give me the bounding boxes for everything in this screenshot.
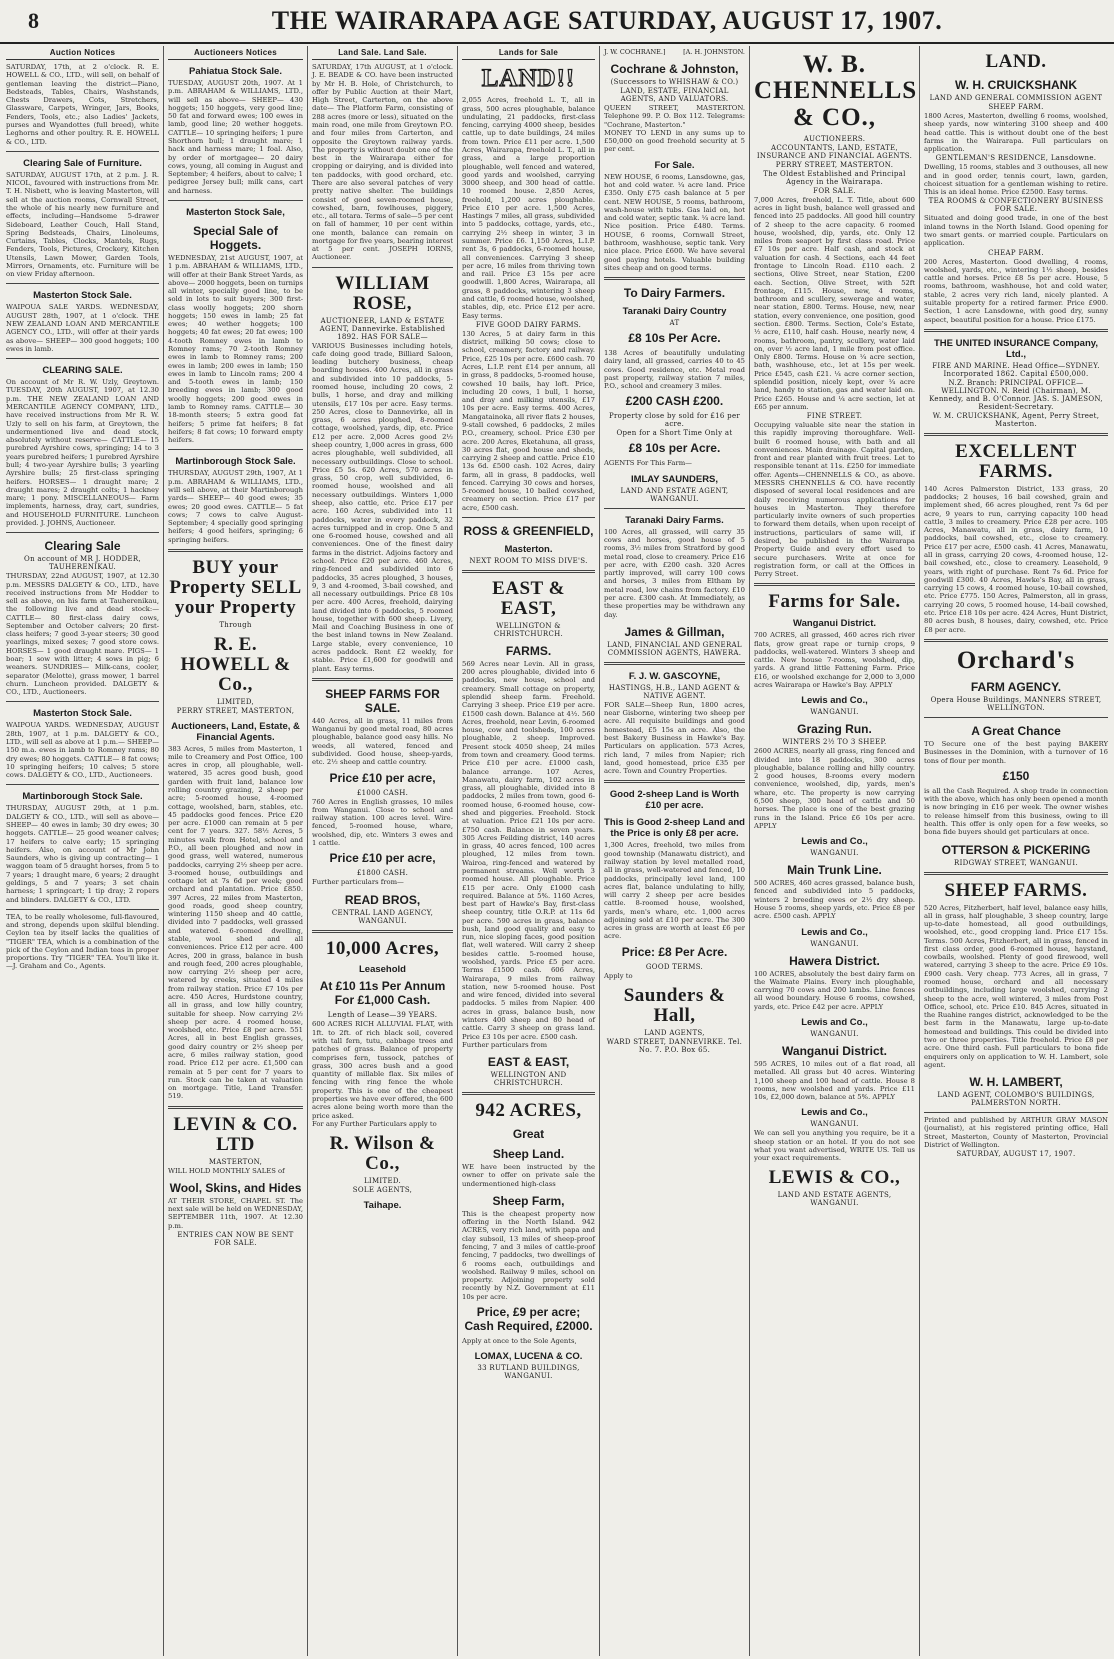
ad-subheading: N.Z. Branch: PRINCIPAL OFFICE—WELLINGTON. N. Reid (Chairman), M. Kennedy, and B. O'Connor. JAS. S. JAMESON, Resident-Secretary. xyxy=(929,378,1103,411)
ad-subheading: Sheep Land. xyxy=(492,1147,565,1162)
ad-subheading: 33 RUTLAND BUILDINGS, WANGANUI. xyxy=(477,1364,580,1381)
ad-body: 595 ACRES, 10 miles out of a flat road, all metalled. All grass but 40 acres. Wintering 1,100 sheep and 100 head of cattle. House 8 rooms, new woolshed and yards. Price £11 10s, £2,000 down, balance at 5%. APPLY xyxy=(754,1059,915,1102)
ad-subheading: LIMITED. xyxy=(363,1177,402,1185)
column-1 xyxy=(2,46,164,1656)
ad-subheading: AUCTIONEER, LAND & ESTATE AGENT, Dannevirke. Established 1892. HAS FOR SALE— xyxy=(319,316,446,341)
ad-subheading: WANGANUI. xyxy=(810,1120,859,1129)
ad-company: Lewis and Co., xyxy=(801,836,868,848)
ad-subheading: GENTLEMAN'S RESIDENCE, Lansdowne. xyxy=(935,154,1097,163)
ad-subheading: Masterton. xyxy=(504,544,553,556)
ad-subheading: AUCTIONEERS. xyxy=(803,134,866,143)
ad-subheading: Taranaki Dairy Country xyxy=(622,306,727,318)
ad-subheading: £1800 CASH. xyxy=(356,869,409,878)
newspaper-title: THE WAIRARAPA AGE SATURDAY, AUGUST 17, 1907. xyxy=(271,6,943,35)
ad-body: 1800 Acres, Masterton, dwelling 6 rooms, woolshed, sheep yards, now wintering 3100 sheep and 400 head cattle. This is without doubt one of the best farms in the Wairarapa. Full particulars on application. xyxy=(924,111,1108,154)
ad-subheading: NEXT ROOM TO MISS DIVE'S. xyxy=(469,557,588,566)
ad-body: SATURDAY, 17th AUGUST, at 1 o'clock. J. E. BEADE & CO. have been instructed by Mr H. B. Hole, of Christchurch, to offer by Public Auction at their Mart, High Street, Carterton, on the above date— The Platform Farm, consisting of 288 acres (more or less), situated on the main road, one mile from Greytown P.O. and four miles from Carterton, and opposite the Greytown railway yards. The property is without doubt one of the best in the Wairarapa either for cropping or dairying, and is divided into ten paddocks, with good orchard, etc. There are also several patches of very pretty native shelter. The buildings consist of good seven-roomed house, cowshed, barn, fowlhouses, piggery, etc., all totara. Terms of sale—5 per cent on fall of hammer, 10 per cent within one month, balance can remain on mortgage for five years, bearing interest at 5 per cent. JOSEPH IORNS, Auctioneer. xyxy=(312,63,453,262)
column-4 xyxy=(458,46,600,1656)
ad-body: Apply at once to the Sole Agents, xyxy=(462,1337,577,1345)
ad-subheading: FOR SALE. xyxy=(813,186,856,195)
ad-price: Price £10 per acre, xyxy=(329,770,436,785)
ad-body: SATURDAY, 17th, at 2 o'clock. R. E. HOWELL & CO., LTD., will sell, on behalf of gentleman leaving the district—Piano, Bedsteads, Tables, Chairs, Washstands, Chests Drawers, Cots, Stretchers, Glassware, Carpets, Wringer, Jars, Books, Fenders, Tools, etc.; also Ladies' Jackets, purses and Wyandottes (full breed), white Leghorns and other poultry. R. E. HOWELL & CO., LTD. xyxy=(6,63,159,146)
ad-footer: ENTRIES CAN NOW BE SENT FOR SALE. xyxy=(177,1230,294,1247)
ad-subheading: Special Sale of Hoggets. xyxy=(193,223,278,252)
ad-body: 7,000 Acres, freehold, L. T. Title, about 600 acres in light bush, balance well grassed and fenced into 25 paddocks. All good hill country of 2 sheep to the acre capacity. 6 roomed house, woolshed, dip, yards, etc. Only 12 miles from seaport by first class road. Price £7 10s per acre. Half cash, and stock at valuation for cash. 4 Sections, each 44 feet frontage to Lincoln Road. £110 each. 2 sections, Olive Street, near Station, £200 each. Section, Olive Street, with 52ft frontage, £115. House, new, 4 rooms, bathroom and scullery, sewerage and water, near station, £800. Terms. House, new, near station, every convenience, one position, good section. £800. Terms. Section, Cole's Estate, ½ acre, £110, half cash. House, nearly new, 4 rooms, bathroom, pantry, scullery, water laid on, over ½ acre land, 1 mile from post office. Only £800. Terms. House on ¼ acre section, bath, washhouse, etc., let at 15s per week. Price £545, cash £21. ¼ acre corner section, splendid position, nicely kept, over ¼ acre land, handy to station, gas and water laid on. Price £265. House and ¼ acre section, let at £65 per annum. xyxy=(754,195,915,411)
ad-company: R. E. HOWELL & Co., xyxy=(180,633,291,695)
ad-heading: LEVIN & CO. LTD xyxy=(173,1113,298,1155)
ad-subheading: ACCOUNTANTS, LAND, ESTATE, INSURANCE AND FINANCIAL AGENTS. xyxy=(756,143,913,160)
ad-subheading: W. M. CRUICKSHANK, Agent, Perry Street, Masterton. xyxy=(932,411,1100,428)
ad-heading: LAND!! xyxy=(481,65,576,92)
section-heading: Land Sale. Land Sale. xyxy=(312,46,453,60)
column-3 xyxy=(308,46,458,1656)
ad-body: We can sell you anything you require, be it a sheep station or an hotel. If you do not see what you want advertised, WRITE US. Tell us your exact requirements. xyxy=(754,1129,915,1163)
ad-company: W. H. CRUICKSHANK xyxy=(955,77,1077,92)
section-heading: Lands for Sale xyxy=(462,46,595,60)
ad-heading: 942 ACRES, xyxy=(475,1100,582,1122)
ad-heading: EXCELLENT FARMS. xyxy=(955,440,1077,482)
ad-price: Price: £8 Per Acre. xyxy=(621,944,728,959)
ad-company: Lewis and Co., xyxy=(801,695,868,707)
ad-company: LEWIS & CO., xyxy=(768,1167,901,1189)
ad-body: 100 ACRES, absolutely the best dairy farm on the Waimate Plains. Every inch ploughable, carrying 70 cows and 200 lambs. Line fences all wood boundary. House 6 rooms, cowshed, yards, etc. Price £42 per acre. APPLY xyxy=(754,969,915,1011)
ad-role: Auctioneers, Land, Estate, & Financial Agents. xyxy=(171,720,300,743)
ad-subheading: LAND, ESTATE, FINANCIAL AGENTS, AND VALUATORS. xyxy=(620,87,729,103)
ad-heading: ROSS & GREENFIELD, xyxy=(463,524,594,539)
ad-subheading: CHEAP FARM. xyxy=(988,248,1044,257)
ad-subheading: LAND AGENT, COLOMBO'S BUILDINGS, PALMERSTON NORTH. xyxy=(937,1091,1095,1108)
ad-subheading: MASTERTON, xyxy=(208,1157,263,1166)
ad-body: THURSDAY, AUGUST 29th, at 1 p.m. DALGETY & CO., LTD., will sell as above— SHEEP— 40 ewes in lamb; 30 dry ewes; 30 hoggets. CATTLE— 25 good weaner calves; 17 heifers to calve early; 15 springing heifers. Also, on account of Mr John Saunders, who is giving up contracting— 1 waggon team of 5 draught horses, from 5 to 7 years; 1 draught mare, 6 years; 2 draught geldings, 5 and 7 years; 3 set chain harness; 1 springcart; 1 tip dray; 2 ropers and blinders. DALGETY & CO., LTD. xyxy=(6,804,159,904)
ad-body: Further particulars from— xyxy=(312,878,404,887)
printer-imprint: Printed and published by ARTHUR GRAY MASON (journalist), at his registered printing office, Hall Street, Masterton, County of Masterton, Provincial District of Wellington. xyxy=(924,1116,1108,1149)
ad-subheading: WELLINGTON AND CHRISTCHURCH. xyxy=(490,1071,567,1088)
ad-subheading: Through xyxy=(219,620,252,629)
ad-heading: EAST & EAST, xyxy=(492,578,565,619)
column-5 xyxy=(600,46,750,1656)
ad-body: THURSDAY, 22nd AUGUST, 1907, at 12.30 p.m. MESSRS DALGETY & CO., LTD., have received instructions from Mr Hodder to sell as above, on his farm at Tauherenikau, the following live and dead stock:— CATTLE— 80 first-class dairy cows, September and October calvers; 20 first-class heifers; 7 good 3-year steers; 30 good yearlings, mixed sexes; 7 good store cows. HORSES— 1 good draught mare. PIGS— 1 boar; 1 sow with litter; 4 sows in pig; 6 weaners. SUNDRIES— Milk-cans, cooler, separator (Melotte), grass mower, 1 barrel churn. Luncheon provided. DALGETY & CO., LTD., Auctioneers. xyxy=(6,572,159,697)
ad-body: 100 Acres, all grassed, will carry 35 cows and horses, good house of 5 rooms, 3½ miles from Stratford by good metal road, close to creamery. Price £16 per acre, with £200 cash. 320 Acres partly improved, will carry 100 cows and horses, 3 miles from Eltham by metal road, low chains from factory. £10 per acre. £300 cash. At Immediately, as these properties may be withdrawn any day. xyxy=(604,527,745,619)
columns xyxy=(2,46,1112,1656)
ad-body: 2600 ACRES, nearly all grass, ring fenced and divided into 18 paddocks, 300 acres ploughable, balance rolling and hilly country. 2 good houses, 8-rooms every modern convenience, woolshed, dip, yards, men's whare, etc. The property is now carrying 6,500 sheep, 300 head of cattle and 50 horses. The place is one of the best grazing runs in the Island. Price £6 10s per acre. APPLY xyxy=(754,747,915,830)
ad-price: At £10 11s Per Annum For £1,000 Cash. xyxy=(319,979,446,1008)
ad-heading: Masterton Stock Sale. xyxy=(33,290,132,302)
ad-subheading: Great xyxy=(512,1127,545,1142)
ad-company: Orchard's xyxy=(956,646,1076,674)
ad-body: TO Secure one of the best paying BAKERY Businesses in the Dominion, with a turnover of 16 tons of flour per month. xyxy=(924,740,1108,765)
ad-body: 130 Acres, 5 at dairy farm in this district, milking 50 cows; close to school, creamery, factory and railway. Price, £25 10s per acre. £600 cash. 70 Acres, L.I.P. rent £14 per annum, all in grass, 8 paddocks, 5-roomed house, cowshed 10 bails, hay loft. Price, including 20 cows, 1 bull, 1 horse, and dray and milking utensils, £17 10s per acre. Easy terms. 400 Acres, Mangatainoka, all river flats 2 houses, 9-stall cowshed, 6 paddocks, 2 miles P.O., creamery, school. Price £30 per acre. 200 Acres, Eketahuna, all grass, 30 acres flat, good house and sheds, carrying 2 sheep and cattle. Price £10 13s 6d. £500 cash. 102 Acres, dairy farm, all in grass, 8 paddocks, well fenced. Carrying 30 cows and horses, 5-roomed house, 10 bailed cowshed, creamery on section. Price £17 per acre, £500 cash. xyxy=(462,329,595,512)
ad-subheading: LAND AGENTS, xyxy=(644,1028,705,1037)
ad-subheading: FIVE GOOD DAIRY FARMS. xyxy=(475,320,582,329)
ad-subheading: WANGANUI. xyxy=(810,849,859,858)
ad-heading: 10,000 Acres, xyxy=(325,937,440,959)
ad-subheading: (Successors to WHISHAW & CO.) xyxy=(610,78,739,86)
ad-heading: Wanganui District. xyxy=(782,1043,887,1058)
ad-heading: Masterton Stock Sale, xyxy=(186,206,285,218)
ad-body: This is the cheapest property now offering in the North Island. 942 ACRES, very rich land, with papa and clay subsoil, 13 miles of sheep-proof fencing, 7 and 3 miles of cattle-proof fencing, 7 paddocks, two dwellings of 6 rooms each, outbuildings and woolshed. Railway 9 miles, school on property. Adjoining property sold recently by N.Z. Government at £11 10s per acre. xyxy=(462,1209,595,1301)
ad-subheading: LAND AND GENERAL COMMISSION AGENT xyxy=(929,93,1103,102)
ad-body: TEA, to be really wholesome, full-flavoured, and strong, depends upon skilful blending. Ceylon tea by itself lacks the qualities of "TIGER" TEA, which is a combination of the pick of the Ceylon and Indian teas in proper proportions. Try "TIGER" TEA. You'll like it.—J. Graham and Co., Agents. xyxy=(6,912,159,971)
ad-body: 200 Acres, Masterton. Good dwelling, 4 rooms, woolshed, yards, etc., wintering 1½ sheep, besides cattle and horses. Price £8 5s per acre. House, 5 rooms, bathroom, washhouse, hot and cold water, stable, 2 acres very rich land, nicely planted. A suitable property for a retired farmer. Price £900. Section, 1 acre Lansdowne, with good dry, sunny aspect, beautiful position for a house. Price £175. xyxy=(924,257,1108,324)
ad-subheading: LAND AND ESTATE AGENTS, WANGANUI. xyxy=(777,1191,892,1208)
ad-company: Lewis and Co., xyxy=(801,1016,868,1028)
ad-heading: Pahiatua Stock Sale. xyxy=(189,66,282,77)
ad-company: W. B. CHENNELLS & CO., xyxy=(754,51,918,131)
ad-body: 700 ACRES, all grassed, 460 acres rich river flats, grow great rape or turnip crops, 9 paddocks, well-watered. Winters 3 sheep and cattle. New house 7-rooms, woolshed, dip, yards. A grand little Fattening Farm. Price £16, or woolshed exchange for 2,000 to 3,000 acres Wairarapa or Hawke's Bay. APPLY xyxy=(754,631,915,690)
ad-company: F. J. W. GASCOYNE, xyxy=(628,670,721,682)
ad-heading: THE UNITED INSURANCE Company, Ltd., xyxy=(934,337,1098,360)
ad-subheading: AT xyxy=(669,319,680,328)
ad-body: MONEY TO LEND in any sums up to £50,000 on good freehold security at 5 per cent. xyxy=(604,128,745,154)
ad-body: THURSDAY, AUGUST 29th, 1907, At 1 p.m. ABRAHAM & WILLIAMS, LTD., will sell above, at their Martinborough yards— SHEEP— 40 good ewes; 35 ewes; 20 good ewes. CATTLE— 5 fat cows; 7 cows to calve August-September; 4 specially good springing heifers; 4 good heifers, springing; 6 springing heifers. xyxy=(168,469,303,544)
ad-heading: BUY your Property SELL your Property xyxy=(169,556,302,618)
ad-heading: Grazing Run. xyxy=(797,722,872,737)
ad-company: James & Gillman, xyxy=(624,624,725,639)
ad-subheading: Wanganui District. xyxy=(792,618,877,630)
ad-company: IMLAY SAUNDERS, xyxy=(630,473,719,485)
ad-heading: Wool, Skins, and Hides xyxy=(169,1180,302,1195)
ad-body: On account of Mr R. W. Uzly, Greytown. TUESDAY, 20th AUGUST, 1907, at 12.30 p.m. THE NEW ZEALAND LOAN AND MERCANTILE AGENCY COMPANY, LTD., have received instructions from Mr R. W. Uzly to sell on his farm, at Greytown, the undermentioned live and dead stock, absolutely without reserve— CATTLE— 15 purebred Ayrshire cows, springing; 14 to 3 years purebred heifers; 1 purebred Ayrshire bull; 4 two-year Ayrshire bulls; 3 yearling Ayrshire bulls; 25 first-class springing heifers. HORSES— 1 draught mare; 2 draught mares; 2 draught colts; 1 hackney mare; 1 pony. MISCELLANEOUS— Farm implements, harness, dray, cart, sundries, and HOUSEHOLD FURNITURE. Luncheon provided. J. JOHNS, Auctioneer. xyxy=(6,378,159,527)
ad-body: Occupying valuable site near the station in this rapidly improving thoroughfare. Well-built 6 roomed house, with bath and all conveniences. Main drainage. Capital garden, front and rear planted with fruit trees. Let to responsible tenant at 11s. £250 for immediate offer. Agents—CHENNELLS & CO., as above. MESSRS CHENNELLS & CO. have recently disposed of several local residences and are daily receiving numerous applications for houses in Masterton. They therefore particularly invite owners of such properties to forward them details, when upon receipt of instructions, particulars of same will, if desired, be published in the Wairarapa Property Guide and every effort used to secure purchasers. Write at once for registration form, or call at the Offices in Perry Street. xyxy=(754,421,915,579)
ad-heading: Martinborough Stock Sale. xyxy=(175,456,296,468)
ad-body: TUESDAY, AUGUST 20th, 1907. At 1 p.m. ABRAHAM & WILLIAMS, LTD., will sell as above— SHEEP— 430 hoggets; 150 hoggets, very good line; 50 fat and forward ewes; 100 ewes in lamb, good line; 20 wether hoggets. CATTLE— 10 springing heifers; 1 pure Shorthorn bull; 1 draught mare; 1 hack and harness mare; 1 foal. Also, by order of mortgagee— 20 dairy cows, young, all coming in August and September; 4 heifers, about to calve; 1 pedigree Jersey bull; milk cans, cart and harness. xyxy=(168,79,303,195)
ad-body: VARIOUS Businesses including hotels, cafe doing good trade, Billiard Saloon, leading butchery business, cheap boarding houses. 400 Acres, all in grass and subdivided into 10 paddocks, 5-roomed house, including 20 cows, 2 bulls, 1 horse, and dray and milking utensils, £17 10s per acre. Easy terms. 250 Acres, close to Dannevirke, all in grass, 6 acres ploughed, 8-roomed cottage, woolshed, yards, dip, etc. Price £12 per acre. 2,000 Acres good 2½ sheep country, 1,000 acres in grass, 600 acres ploughable, well subdivided, all necessary outbuildings. Close to school. Price £5 5s. 620 Acres, 570 acres in grass, 50 crop, well subdivided, 6-roomed house, woolshed and all necessary outbuildings. Winters 1,000 sheep, also cattle, etc. Price £17 per acre. 160 Acres, subdivided into 11 paddocks, water in every paddock, 32 acres turnipped and in crop. One 5 and one 6-roomed house, cowshed and all conveniences. One of the finest dairy farms in the district. Adjoins factory and school. Price £20 per acre. 460 Acres, ring-fenced and subdivided into 6 paddocks, 35 acres ploughed, 3 houses, 9, 3 and 4-roomed, 3-bail cowshed, and all necessary outbuildings. Price £8 10s per acre. 400 Acres, freehold, dairying land divided into 6 paddocks, 5 roomed house, together with 600 sheep. Livery, Mail and Coaching Business in one of the best inland towns in New Zealand. Large stable, every convenience, 10 acres paddock. Rent £2 weekly, for stable. Price £1,600 for goodwill and plant. Easy terms. xyxy=(312,341,453,673)
ad-company: OTTERSON & PICKERING xyxy=(941,842,1091,857)
ad-company: W. H. LAMBERT, xyxy=(969,1075,1063,1090)
ad-subheading: The Oldest Established and Principal Agency in the Wairarapa. xyxy=(763,169,906,186)
ad-body: SATURDAY, AUGUST 17th, at 2 p.m. J. R. NICOL, favoured with instructions from Mr. T. H. Nisbett, who is leaving Masterton, will sell at the auction rooms, Cornwall Street, the whole of his nearly new furniture and effects, including—Handsome 5-drawer Sideboard, Leather Couch, Hall Stand, Spring Bedsteads, Chairs, Linoleums, Curtains, Tables, Clocks, Mantels, Rugs, Fenders, Tools, Pictures, Crockery, Kitchen Utensils, Lawn Mower, Garden Tools, Mirrors, Ornaments, etc. Furniture will be on view Friday afternoon. xyxy=(6,170,159,279)
ad-heading: Cochrane & Johnston, xyxy=(610,62,739,76)
ad-company: R. Wilson & Co., xyxy=(329,1133,436,1175)
ad-body: Apply to xyxy=(604,971,633,980)
ad-subheading: WINTERS 2½ TO 3 SHEEP. xyxy=(782,738,887,747)
ad-subheading: On account of MR J. HODDER, TAUHERENIKAU. xyxy=(24,555,141,572)
ad-subheading: Length of Lease—39 YEARS. xyxy=(327,1011,438,1020)
ad-body: 440 Acres, all in grass, 11 miles from Wanganui by good metal road, 80 acres ploughable, balance good easy hills. No weeds, all watered, fenced and subdivided. Good house, sheep-yards, etc. 2½ sheep and cattle country. xyxy=(312,716,453,767)
ad-body: 520 Acres, Fitzherbert, half level, balance easy hills, all in grass, half ploughable, 3 sheep country, large up-to-date homestead, all good outbuildings, woolshed, etc., good cropping land. Price £17 15s. Terms. 500 Acres, Fitzherbert, all in grass, fenced in first class order, good 6-roomed house, haystand, cowbails, woolshed. Plenty of good firewood, well watered, carrying 3 sheep to the acre. Price £9 10s. £900 cash. Very cheap. 773 Acres, all in grass, 7 roomed house, orchard and all necessary outbuildings, including large woolshed, carrying 2 sheep to the acre, well wintered, 3 miles from Post Office, school, etc. Price £10. 845 Acres, situated in the Ruahine ranges district, acknowledged to be the best farm in the Manawatu, large up-to-date homestead and buildings. This could be divided into two or three properties. Title freehold. Price £8 per acre. One third cash. Full particulars to bona fide enquirers only on application to W. H. Lambert, sole agent. xyxy=(924,903,1108,1069)
ad-subheading: LAND AND ESTATE AGENT, WANGANUI. xyxy=(620,486,729,503)
ad-company: Lewis and Co., xyxy=(801,1107,868,1119)
ad-subheading: HASTINGS, H.B., LAND AGENT & NATIVE AGENT. xyxy=(608,683,741,700)
ad-body: 600 ACRES RICH ALLUVIAL FLAT, with 1ft. to 2ft. of rich black soil, covered with tall fern, tutu, cabbage trees and patches of grass. Balance of property comprises fern, tussock, patches of grass, 300 acres bush and a good quantity of millable flax. Six miles of fencing with ring fence the whole property. This is one of the cheapest properties we have ever offered, the 600 acres alone being worth more than the price asked. xyxy=(312,1020,453,1120)
ad-body: AGENTS For This Farm— xyxy=(604,459,692,468)
ad-heading: To Dairy Farmers. xyxy=(623,286,726,301)
ad-subheading: GOOD TERMS. xyxy=(645,962,704,971)
ad-body: Dwelling, 15 rooms, stables and 3 outhouses, all new and in good order, tennis court, lawn, garden, choicest situation for a gentleman wishing to retire. This is an ideal home. Price £2500. Easy terms. xyxy=(924,163,1108,197)
page-number: 8 xyxy=(28,8,39,33)
ad-body: WEDNESDAY, 21st AUGUST, 1907, at 1 p.m. ABRAHAM & WILLIAMS, LTD., will offer at their Bank Street Yards, as above— 2000 hoggets, been on turnips all winter, specially good line, to be sold in lots to suit buyers; 300 first-class woolly hoggets; 200 shorn hoggets; 150 ewes in lamb; 25 fat ewes; 40 wether hoggets; 100 hoggets; 40 fat ewes; 20 fat ewes; 100 4-tooth Romney ewes in lamb to Romney rams; 70 2-tooth Romney ewes in lamb to Romney rams; 200 ewes in lamb; 200 ewes in lamb; 150 ewes in lamb to Lincoln rams; 200 4 and 5-tooth ewes in lamb; 150 breeding ewes in lamb; 300 good woolly hoggets; 200 good ewes in lamb to Romney rams. CATTLE— 30 18-month steers; 5 extra good fat heifers; 5 prime fat heifers; 8 fat heifers; 8 fat cows; 10 forward empty heifers. xyxy=(168,253,303,445)
ad-subheading: Open for a Short Time Only at xyxy=(616,429,733,438)
ad-address: PERRY STREET, MASTERTON. xyxy=(775,160,894,169)
ad-heading: Farms for Sale. xyxy=(768,591,901,613)
ad-heading: CLEARING SALE. xyxy=(42,365,123,377)
ad-body: WE have been instructed by the owner to offer on private sale the undermentioned high-class xyxy=(462,1163,595,1188)
ad-town: Taihape. xyxy=(363,1200,402,1211)
ad-heading: EAST & EAST, xyxy=(487,1055,570,1070)
ad-body: WAIPOUA SALE YARDS. WEDNESDAY, AUGUST 28th, 1907, at 1 o'clock. THE NEW ZEALAND LOAN AND MERCANTILE AGENCY CO., LTD., will offer at their yards as above— SHEEP— 300 good hoggets; 100 ewes in lamb. xyxy=(6,303,159,353)
ad-subheading: WANGANUI. xyxy=(810,708,859,717)
ad-subheading: SOLE AGENTS, xyxy=(352,1186,413,1194)
ad-heading: Hawera District. xyxy=(789,953,880,968)
ad-body: WILL HOLD MONTHLY SALES of xyxy=(168,1166,285,1175)
ad-heading: SHEEP FARMS FOR SALE. xyxy=(325,686,440,715)
ad-body: 140 Acres Palmerston District, 133 grass, 20 paddocks; 2 houses, 16 bail cowshed, grain and implement shed, 66 acres ploughed, rent 7s 6d per acre, 9 years to run, carrying capacity 100 head cattle, 3 miles to creamery. Price £28 per acre. 105 Acres, Manawatu, all in grass, dairy farm, 10 paddocks, bail cowshed, etc., close to creamery. Price £17 per acre, £500 cash. 41 Acres, Manawatu, all in grass, carrying 20 cows, 4-roomed house, 12-bail cowshed, etc., close to creamery. Leasehold, 9 years, with right of purchase. Rent 7s 6d. Price for goodwill £300. 40 Acres, Hawke's Bay, all in grass, carrying 15 cows, 4 roomed house, 10-bail cowshed, etc. Price £775. 150 Acres, Palmerston, all in grass, carrying 20 cows, 5 roomed house, 14-bail cowshed, etc. Price £18 10s per acre. 424 Acres, Hunt District, 80 acres bush, 8 houses, dairy, cowshed, etc. Price £8 per acre. xyxy=(924,484,1109,634)
ad-subheading: SHEEP FARM. xyxy=(988,102,1044,111)
ad-subheading: CENTRAL LAND AGENCY, WANGANUI. xyxy=(331,908,434,925)
ad-body: Further particulars from xyxy=(462,1040,548,1049)
ad-address: WARD STREET, DANNEVIRKE. Tel. No. 7. P.O. Box 65. xyxy=(606,1037,743,1054)
ad-body: is all the Cash Required. A shop trade in connection with the above, which has only been opened a month is now bringing in £16 per week. The owner wishes to release himself from this business, owing to ill health. This offer is only open for a few weeks, so bona fide buyers should get particulars at once. xyxy=(924,786,1108,837)
ad-heading: FARMS. xyxy=(505,643,552,658)
column-7 xyxy=(920,46,1112,1656)
ad-subheading: This is Good 2-sheep Land and the Price is only £8 per acre. xyxy=(604,817,745,840)
ad-subheading: Opera House Buildings, MANNERS STREET, WELLINGTON. xyxy=(930,696,1102,713)
column-2 xyxy=(164,46,308,1656)
ad-body: 760 Acres in English grasses, 10 miles from Wanganui. Close to school and railway station. 100 acres level. Wire-fenced, 5-roomed house, whare, woolshed, dip, etc. Winters 3 ewes and 1 cattle. xyxy=(312,797,453,847)
ad-heading: Martinborough Stock Sale. xyxy=(22,791,143,803)
ad-body: 2,055 Acres, freehold L. T., all in grass, 500 acres ploughable, balance undulating, 21 paddocks, first-class fencing, carrying 4000 sheep, besides cattle, up to date buildings, 24 miles from town. Price £11 per acre. 1,500 Acres, Wairarapa, freehold L. T., all in grass, and a large proportion ploughable, well fenced and watered, good yards and woolshed, carrying 3000 sheep, and 300 head of cattle. 10 roomed house. 2,850 Acres, freehold, 1,200 acres ploughable. Price £10 per acre. 1,500 Acres, Hastings 7 miles, all grass, subdivided into 5 paddocks, cottage, yards, etc., carrying 2½ sheep in winter, 3 in summer. Price £6. 1,150 Acres, L.I.P. rent 3s, 6 paddocks, 6-roomed house, all conveniences. Carrying 3 sheep per acre, 16 miles from thriving town and rail. Price £3 15s per acre goodwill. 1,800 Acres, Wairarapa, all grass, 8 paddocks, wintering 3 sheep and cattle, 6 roomed house, woolshed, stables, dip, etc. Price £12 per acre. Easy terms. xyxy=(462,96,595,320)
ad-body: WAIPOUA YARDS. WEDNESDAY, AUGUST 28th, 1907, at 1 p.m. DALGETY & CO., LTD., will sell as above at 1 p.m.— SHEEP— 150 m.a. ewes in lamb to Romney rams; 80 dry ewes; 80 hoggets. CATTLE— 8 fat cows; 10 springing heifers; 10 calves; 5 store cows. DALGETY & CO., LTD., Auctioneers. xyxy=(6,721,159,780)
masthead xyxy=(0,0,1114,44)
ad-price: £8 10s per Acre. xyxy=(628,441,721,456)
ad-heading: WILLIAM ROSE, xyxy=(335,272,430,314)
ad-price: Price, £9 per acre; Cash Required, £2000. xyxy=(464,1305,593,1333)
ad-price: £150 xyxy=(1002,768,1030,783)
ad-body: FOR SALE—Sheep Run, 1800 acres, near Gisborne, wintering two sheep per acre. All requisite buildings and good homestead, £5 15s an acre. Also, the best Bakery Business in Hawke's Bay. Particulars on application. 573 Acres, rich land, 7 miles from Napier; rich land, good homestead, price £35 per acre. Town and Country Properties. xyxy=(604,700,745,776)
ad-body: 569 Acres near Levin. All in grass, 200 acres ploughable, divided into 6 paddocks, new house, school and creamery. Small cottage on property, splendid sheep farm. Freehold. Carrying 3 sheep. Price £19 per acre. £1500 cash down. Balance at 4½. 560 Acres, freehold, near Levin, 6-roomed house, cow and toolsheds, 100 acres ploughable, 2 sheep. Improved. Present stock 4050 sheep, 24 miles from town and creamery. Good terms. Price £10 per acre. £1000 cash, balance arrange. 107 Acres, Manawatu, dairy farm, 102 acres in grass, all ploughable, divided into 8 paddocks, 2 miles from town, good 6-roomed house, 6-roomed house, cow-shed and piggeries. Freehold. Stock at valuation. Price £21 10s per acre. £750 cash. Balance in seven years. 305 Acres Feilding district, 140 acres in grass, 40 acres fenced, 100 acres ploughed, 12 miles from town. Wairoa, ring-fenced and watered by permanent streams. Well worth 3 roomed house. All ploughable. Price £15 per acre. Only £1000 cash required. Balance at 5%. 1160 Acres, best part of Hawke's Bay, first-class sheep country, title O.R.P. at 11s 6d per acre. 590 acres in grass, balance bush, land good quality and easy to run, nice sloping faces, good position flat, well watered. Will carry 2 sheep besides cattle. 5-roomed house, woolshed, yards. Price £5 per acre. Terms £1500 cash. 606 Acres, Wairarapa, 9 miles from railway station, new 5-roomed house. Post and wire fenced, divided into several paddocks. 5 miles from Napier. 400 acres in grass, balance bush, now winters 400 sheep and 80 head of cattle. Carry 3 sheep on grass land. Price £3 10s per acre. £500 cash. xyxy=(462,659,595,1041)
ad-heading: Main Trunk Line. xyxy=(787,863,882,878)
ad-body: 1,300 Acres, freehold, two miles from good township (Manawatu district), and railway station by level metalled road, all in grass, well-watered and fenced, 10 paddocks, principally level land, 100 acres flat, balance undulating to hilly, will carry 2 sheep per acre besides cattle. 8-roomed house, woolshed, yards, men's whare, etc. 1,000 acres adjoining sold at £10 per acre. The 300 acres in grass are worth at least £6 per acre. xyxy=(604,841,745,941)
ad-company: Lewis and Co., xyxy=(801,926,868,938)
ad-subheading: WANGANUI. xyxy=(810,939,859,948)
ad-body: 138 Acres of beautifully undulating dairy land, all grassed, carries 40 to 45 cows. Good residence, etc. Metal road past property, railway station 7 miles, P.O., school and creamery 3 miles. xyxy=(604,349,745,391)
ad-body: Situated and doing good trade, in one of the best inland towns in the North Island. Good opening for two smart gents. or married couple. Particulars on application. xyxy=(924,214,1108,248)
ad-address: PERRY STREET, MASTERTON, xyxy=(176,706,295,715)
ad-partner-line: J. W. COCHRANE.] [A. H. JOHNSTON. xyxy=(604,48,745,56)
ad-body: AT THEIR STORE, CHAPEL ST. The next sale will be held on WEDNESDAY, SEPTEMBER 11th, 1907. At 12.30 p.m. xyxy=(168,1196,303,1230)
ad-heading: Masterton Stock Sale. xyxy=(33,708,132,720)
ad-subheading: FIRE AND MARINE. Head Office—SYDNEY. Incorporated 1862. Capital £500,000. xyxy=(932,361,1100,378)
ad-subheading: LAND, FINANCIAL AND GENERAL COMMISSION AGENTS, HAWERA. xyxy=(607,640,742,657)
ad-subheading: WELLINGTON & CHRISTCHURCH. xyxy=(493,621,564,638)
ad-heading: READ BROS, xyxy=(344,892,421,907)
column-6 xyxy=(750,46,920,1656)
ad-price: £200 CASH £200. xyxy=(625,394,724,409)
ad-body: For any Further Particulars apply to xyxy=(312,1119,437,1128)
ad-subheading: RIDGWAY STREET, WANGANUI. xyxy=(954,858,1078,867)
ad-subheading: FINE STREET. xyxy=(806,412,863,421)
ad-subheading: Leasehold xyxy=(359,964,406,976)
ad-heading: A Great Chance xyxy=(971,724,1061,739)
imprint-date: SATURDAY, AUGUST 17, 1907. xyxy=(956,1150,1076,1159)
ad-company: LOMAX, LUCENA & CO. xyxy=(474,1351,583,1363)
ad-heading: LAND. xyxy=(985,51,1047,72)
ad-price: Price £10 per acre, xyxy=(329,851,436,866)
ad-heading: Good 2-sheep Land is Worth £10 per acre. xyxy=(609,789,740,812)
ad-subheading: Property close by sold for £16 per acre. xyxy=(608,412,741,429)
ad-subheading: TEA ROOMS & CONFECTIONERY BUSINESS FOR SALE. xyxy=(928,197,1104,214)
ad-price: £8 10s Per Acre. xyxy=(628,331,721,346)
ad-heading: SHEEP FARMS. xyxy=(944,879,1088,901)
ad-heading: Clearing Sale of Furniture. xyxy=(23,157,142,169)
section-heading: Auction Notices xyxy=(6,46,159,60)
ad-body: 383 Acres, 5 miles from Masterton, 1 mile to Creamery and Post Office, 100 acres in crop, all ploughable, well-watered, 35 acres good bush, good garden with fruit land, balance low rolling country grazing, 2 sheep per acre; 5-roomed house, 4-roomed cottage, woolshed, barn, stables, etc. 45 paddocks good fences. Price £20 per acre. £1000 can remain at 5 per cent for 7 years. 327. 58½ Acres, 5 minutes walk from Hotel, school and P.O., all been ploughed and now in good grass, well watered, numerous paddocks, carrying 2½ sheep per acre. 3-roomed house, outbuildings and cottage let at 7s 6d per week; good orchard and plantation. Price £850. 397 Acres, 22 miles from Masterton, good roads, good sheep country, wintering 1150 sheep and 40 cattle, divided into 7 paddocks, well grassed and watered. 6-roomed dwelling, stable, wool shed and all conveniences. Price £12 per acre. 400 Acres, 200 in grass, balance in bush and rough feed, 200 acres ploughable, now carrying 2½ sheep per acre, watered by creeks, situated 4 miles from railway station. Price £7 10s per acre. 450 Acres, Hurdstone country, all in grass, and low hilly country, suitable for sheep. Now carrying 2½ sheep per acre. 4 roomed house, woolshed, etc. Price £8 per acre. 551 Acres, all in best English grasses, good dairy country or 2½ sheep per acre, 6 miles railway station, good road. Price £12 per acre. £1,500 can remain at 5 per cent for 7 years to run. Stock can be taken at valuation on mortgage. Title, Land Transfer. 519. xyxy=(168,744,303,1101)
ad-heading: For Sale. xyxy=(654,159,695,171)
ad-body: NEW HOUSE, 6 rooms, Lansdowne, gas, hot and cold water. ¼ acre land. Price £350. Only £75 cash balance at 5 per cent. NEW HOUSE, 5 rooms, bathroom, wash-house with tubs. Gas laid on, hot and cold water, septic tank. ¼ acre land. Nice position. Price £480. Terms. HOUSE, 6 rooms, Cornwall Street, bathroom, washhouse, septic tank. Very nice place. Price £600. We have several good paying hotels. Valuable building sites cheap and on good terms. xyxy=(604,172,745,272)
ad-subheading: LIMITED, xyxy=(216,697,255,706)
ad-subheading: WANGANUI. xyxy=(810,1029,859,1038)
ad-subheading: £1000 CASH. xyxy=(356,788,409,797)
ad-subheading: FARM AGENCY. xyxy=(970,680,1062,695)
ad-heading: Clearing Sale xyxy=(44,539,121,554)
ad-subheading: Sheep Farm, xyxy=(492,1193,565,1208)
ad-body: 500 ACRES, 460 acres grassed, balance bush, fenced and subdivided into 5 paddocks, winters 2 breeding ewes or 2½ dry sheep. House 5 rooms, sheep yards, etc. Price £8 per acre. £500 cash. APPLY xyxy=(754,879,915,921)
ad-company: Saunders & Hall, xyxy=(623,985,726,1026)
section-heading: Auctioneers Notices xyxy=(168,46,303,60)
ad-address: QUEEN STREET, MASTERTON. Telephone 99. P. O. Box 112. Telegrams: "Cochrane, Masterton." xyxy=(604,104,745,129)
ad-heading: Taranaki Dairy Farms. xyxy=(625,514,724,526)
